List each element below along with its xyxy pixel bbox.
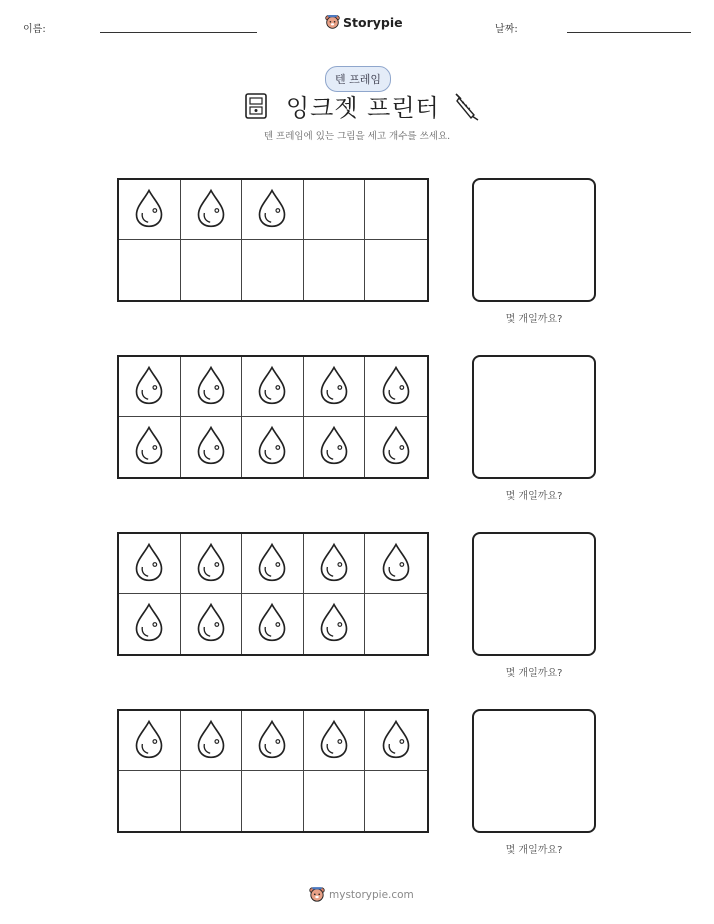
ten-frame-cell	[365, 417, 427, 477]
brand-name: Storypie	[343, 14, 403, 30]
ten-frame-cell	[242, 180, 304, 240]
count-prompt: 몇 개일까요?	[505, 845, 563, 856]
ten-frame-cell	[304, 534, 366, 594]
ink-drop-icon	[255, 188, 289, 232]
ten-frame	[117, 709, 429, 833]
ink-drop-icon	[194, 188, 228, 232]
footer	[309, 886, 414, 903]
ten-frame-cell	[365, 771, 427, 831]
ink-drop-icon	[194, 425, 228, 469]
ink-drop-icon	[132, 542, 166, 586]
ink-drop-icon	[132, 365, 166, 409]
date-field[interactable]	[567, 32, 691, 33]
ink-drop-icon	[379, 425, 413, 469]
printer-icon	[244, 92, 268, 120]
ink-drop-icon	[317, 602, 351, 646]
ink-drop-icon	[317, 542, 351, 586]
ten-frame-cell	[119, 357, 181, 417]
ten-frame-cell	[365, 534, 427, 594]
ten-frame	[117, 532, 429, 656]
ink-drop-icon	[132, 188, 166, 232]
ink-drop-icon	[194, 365, 228, 409]
ten-frame-cell	[181, 240, 243, 300]
ten-frame-cell	[365, 240, 427, 300]
answer-box[interactable]	[472, 709, 596, 833]
ten-frame-cell	[365, 357, 427, 417]
ink-drop-icon	[379, 719, 413, 763]
ten-frame-cell	[365, 711, 427, 771]
ink-drop-icon	[255, 602, 289, 646]
ink-drop-icon	[194, 542, 228, 586]
ten-frame-cell	[181, 711, 243, 771]
name-field[interactable]	[100, 32, 257, 33]
date-label: 날짜:	[495, 24, 518, 35]
answer-box[interactable]	[472, 532, 596, 656]
bear-icon	[309, 886, 325, 903]
ink-drop-icon	[132, 425, 166, 469]
ten-frame-cell	[242, 771, 304, 831]
ten-frame	[117, 178, 429, 302]
ink-syringe-icon	[452, 91, 480, 121]
ten-frame-cell	[242, 357, 304, 417]
bear-icon	[325, 14, 340, 30]
ink-drop-icon	[255, 542, 289, 586]
ten-frame-cell	[181, 534, 243, 594]
ten-frame-cell	[242, 417, 304, 477]
ten-frame-cell	[181, 357, 243, 417]
ink-drop-icon	[317, 719, 351, 763]
answer-box[interactable]	[472, 355, 596, 479]
ten-frame-cell	[304, 711, 366, 771]
ten-frame-cell	[365, 594, 427, 654]
ten-frame-cell	[304, 594, 366, 654]
ink-drop-icon	[255, 365, 289, 409]
ink-drop-icon	[255, 719, 289, 763]
ink-drop-icon	[194, 602, 228, 646]
ten-frame-cell	[119, 711, 181, 771]
count-prompt: 몇 개일까요?	[505, 668, 563, 679]
ten-frame-cell	[119, 180, 181, 240]
instructions: 텐 프레임에 있는 그림을 세고 개수를 쓰세요.	[263, 131, 451, 142]
ink-drop-icon	[132, 602, 166, 646]
ten-frame-cell	[119, 771, 181, 831]
ten-frame-cell	[304, 417, 366, 477]
ten-frame-cell	[304, 240, 366, 300]
ten-frame-cell	[242, 594, 304, 654]
ten-frame-cell	[119, 534, 181, 594]
ten-frame-cell	[181, 771, 243, 831]
ten-frame-cell	[181, 594, 243, 654]
ink-drop-icon	[132, 719, 166, 763]
brand-logo	[325, 14, 403, 30]
ten-frame-cell	[242, 240, 304, 300]
ten-frame-cell	[304, 771, 366, 831]
ten-frame-cell	[304, 357, 366, 417]
worksheet-type-badge: 텐 프레임	[325, 66, 391, 92]
count-prompt: 몇 개일까요?	[505, 491, 563, 502]
name-label: 이름:	[23, 24, 46, 35]
page-title: 잉크젯 프린터	[286, 94, 440, 122]
ink-drop-icon	[255, 425, 289, 469]
ink-drop-icon	[379, 365, 413, 409]
ten-frame-cell	[242, 534, 304, 594]
ten-frame-cell	[119, 417, 181, 477]
ten-frame-cell	[119, 240, 181, 300]
ten-frame-cell	[181, 417, 243, 477]
ink-drop-icon	[317, 365, 351, 409]
ink-drop-icon	[379, 542, 413, 586]
count-prompt: 몇 개일까요?	[505, 314, 563, 325]
title-row	[244, 88, 480, 123]
ink-drop-icon	[194, 719, 228, 763]
footer-url: mystorypie.com	[329, 888, 414, 901]
answer-box[interactable]	[472, 178, 596, 302]
ten-frame-cell	[181, 180, 243, 240]
ink-drop-icon	[317, 425, 351, 469]
ten-frame	[117, 355, 429, 479]
ten-frame-cell	[119, 594, 181, 654]
ten-frame-cell	[304, 180, 366, 240]
ten-frame-cell	[365, 180, 427, 240]
ten-frame-cell	[242, 711, 304, 771]
